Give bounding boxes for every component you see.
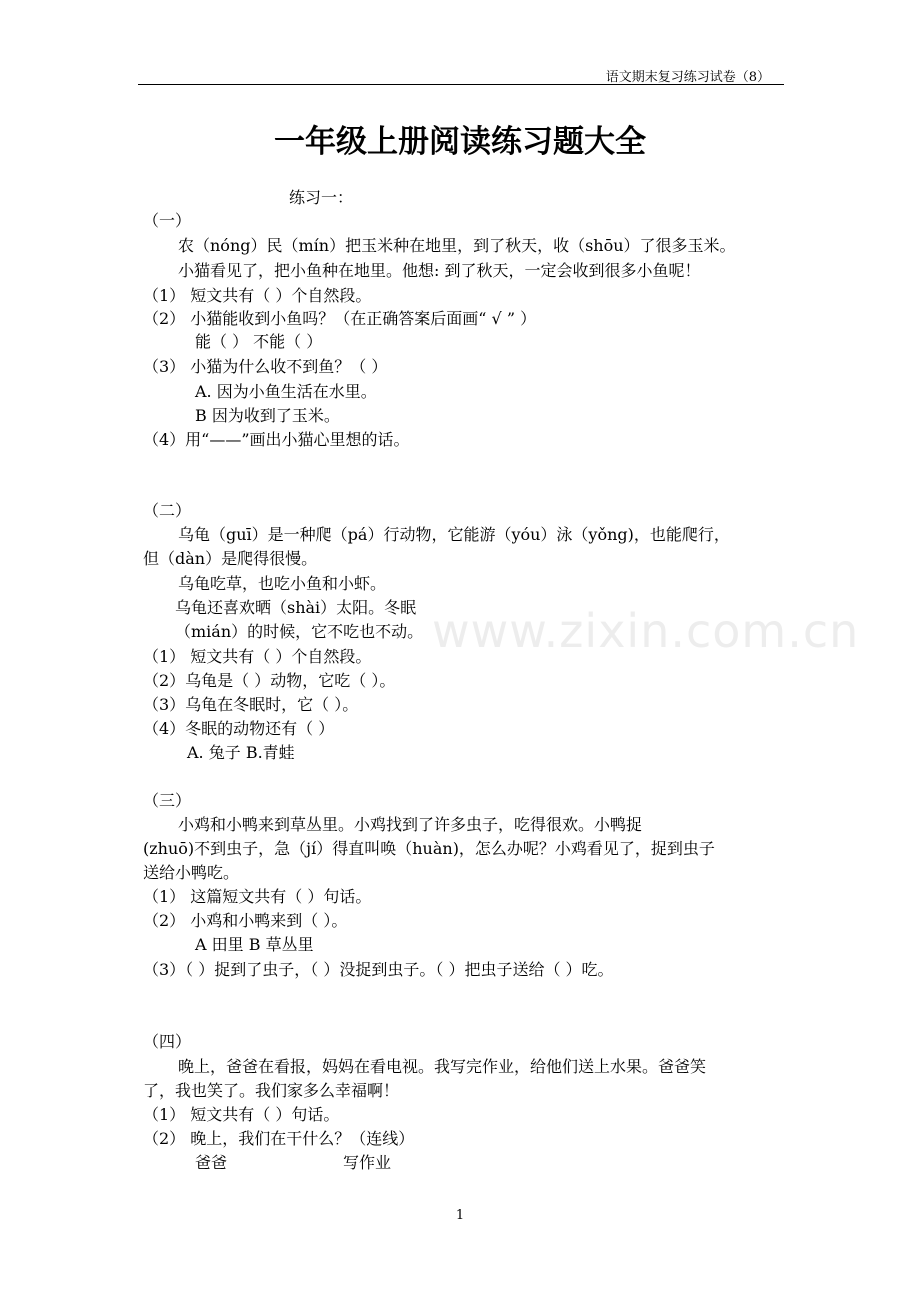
question-line: （1） 短文共有（ ）个自然段。: [143, 647, 372, 666]
question-line: （1） 短文共有（ ）个自然段。: [143, 286, 372, 305]
section-2-label: （二）: [143, 501, 192, 520]
header-rule: [138, 84, 784, 85]
question-line: （2） 小猫能收到小鱼吗？（在正确答案后面画“ √ ” ）: [143, 309, 537, 328]
question-line: （4）用“——”画出小猫心里想的话。: [143, 430, 410, 449]
passage-line: 乌龟还喜欢晒（shài）太阳。冬眠: [175, 598, 417, 617]
page-number: 1: [455, 1208, 465, 1223]
page-title: 一年级上册阅读练习题大全: [274, 124, 646, 160]
exercise-label: 练习一：: [289, 188, 354, 207]
question-line: （2） 小鸡和小鸭来到（ ）。: [143, 911, 348, 930]
match-left-item: 爸爸: [195, 1153, 228, 1172]
passage-line: （mián）的时候，它不吃也不动。: [175, 622, 424, 641]
option-a: A. 因为小鱼生活在水里。: [195, 382, 377, 401]
passage-line: 乌龟（guī）是一种爬（pá）行动物，它能游（yóu）泳（yǒng)，也能爬行，: [178, 525, 730, 544]
question-line: （3）乌龟在冬眠时，它（ ）。: [143, 695, 359, 714]
answer-options: 能（ ） 不能（ ）: [195, 332, 323, 351]
option-b: B 因为收到了玉米。: [195, 406, 340, 425]
section-3-label: （三）: [143, 791, 192, 810]
passage-line: 小猫看见了，把小鱼种在地里。他想: 到了秋天，一定会收到很多小鱼呢！: [178, 261, 701, 280]
question-line: （2） 晚上，我们在干什么？（连线）: [143, 1129, 415, 1148]
page-header-text: 语文期末复习练习试卷（8）: [605, 70, 770, 85]
section-1-label: （一）: [143, 211, 192, 230]
watermark: www.zixin.com.cn: [432, 604, 860, 658]
answer-options: A 田里 B 草丛里: [195, 935, 314, 954]
passage-line: 小鸡和小鸭来到草丛里。小鸡找到了许多虫子，吃得很欢。小鸭捉: [178, 815, 643, 834]
match-right-item: 写作业: [343, 1153, 392, 1172]
section-4-label: （四）: [143, 1032, 192, 1051]
question-line: （2）乌龟是（ ）动物，它吃（ ）。: [143, 671, 396, 690]
passage-line: 送给小鸭吃。: [143, 863, 240, 882]
passage-line: 乌龟吃草，也吃小鱼和小虾。: [178, 574, 387, 593]
passage-line: 晚上，爸爸在看报，妈妈在看电视。我写完作业，给他们送上水果。爸爸笑: [178, 1057, 707, 1076]
question-line: （3） 小猫为什么收不到鱼？（ ）: [143, 357, 388, 376]
passage-line: 农（nóng）民（mín）把玉米种在地里，到了秋天，收（shōu）了很多玉米。: [178, 236, 736, 255]
question-line: （4）冬眠的动物还有（ ）: [143, 719, 335, 738]
answer-options: A. 兔子 B.青蛙: [187, 743, 295, 762]
question-line: （1） 短文共有（ ）句话。: [143, 1105, 340, 1124]
question-line: （1） 这篇短文共有（ ）句话。: [143, 887, 372, 906]
question-line: （3）（ ）捉到了虫子，（ ）没捉到虫子。（ ）把虫子送给（ ）吃。: [143, 960, 614, 979]
passage-line: 了，我也笑了。我们家多么幸福啊！: [143, 1081, 400, 1100]
passage-line: (zhuō)不到虫子，急（jí）得直叫唤（huàn)，怎么办呢？小鸡看见了，捉到虫子: [143, 839, 715, 858]
passage-line: 但（dàn）是爬得很慢。: [143, 549, 318, 568]
